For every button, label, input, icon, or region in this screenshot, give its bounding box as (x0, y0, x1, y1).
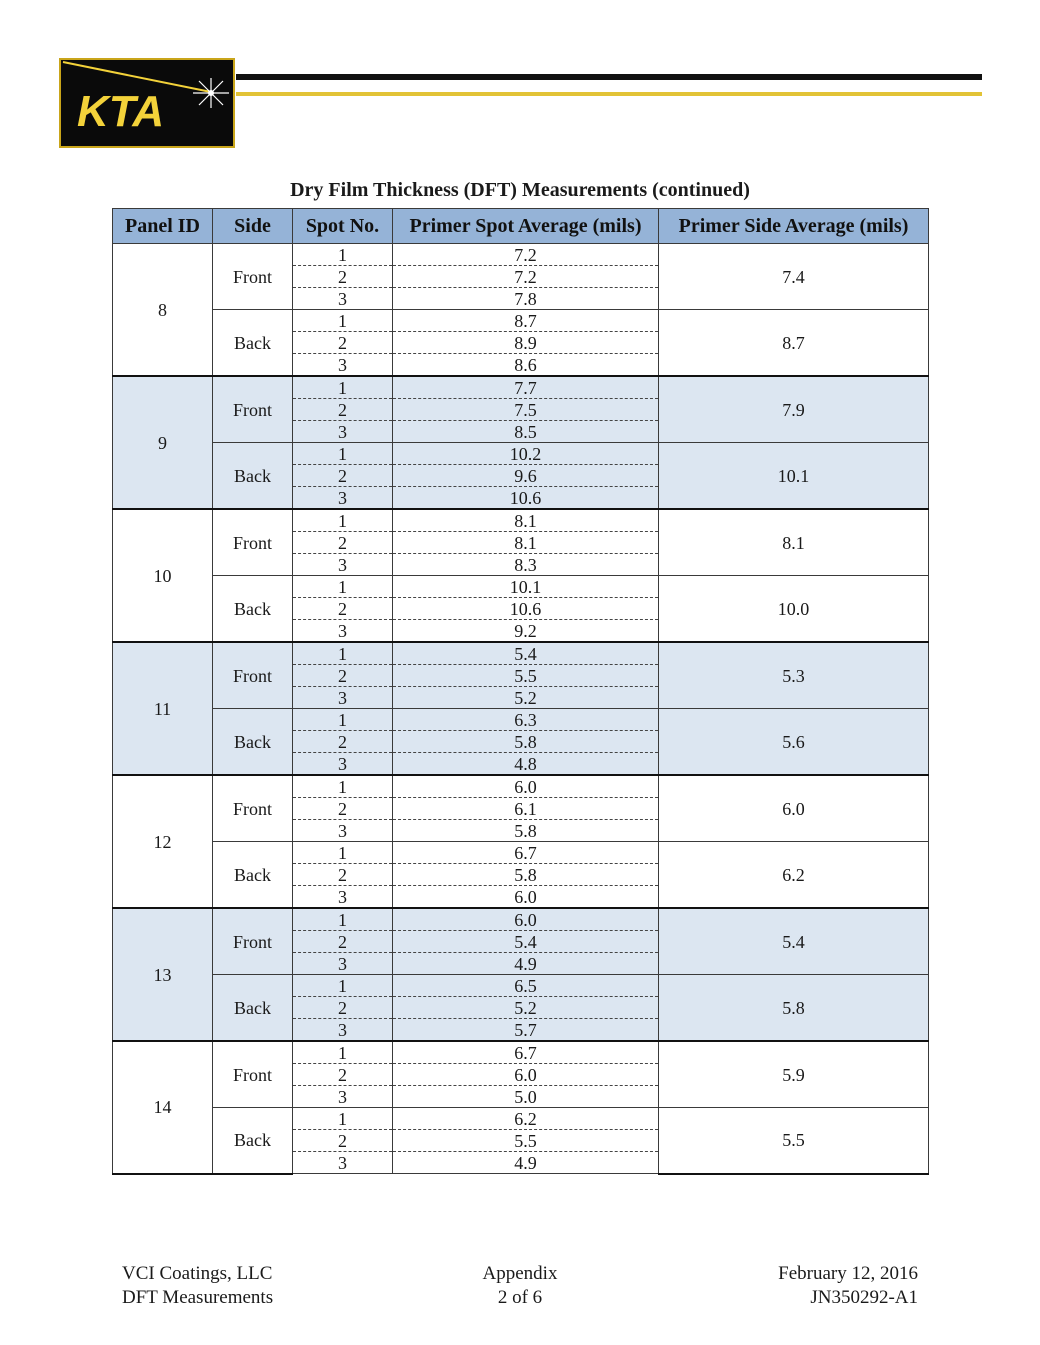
spot-average-cell: 8.9 (393, 332, 659, 354)
panel-id-cell: 9 (113, 376, 213, 509)
side-cell: Front (213, 775, 293, 842)
spot-number-cell: 1 (293, 310, 393, 332)
footer-subject: DFT Measurements (122, 1287, 274, 1308)
spot-number-cell: 2 (293, 465, 393, 487)
side-average-cell: 6.0 (659, 775, 929, 842)
table-row (113, 975, 929, 997)
side-cell: Front (213, 509, 293, 576)
spot-number-cell: 2 (293, 731, 393, 753)
side-cell: Back (213, 842, 293, 909)
spot-average-cell: 5.2 (393, 997, 659, 1019)
spot-average-cell: 6.5 (393, 975, 659, 997)
spot-average-cell: 4.8 (393, 753, 659, 776)
spot-average-cell: 5.7 (393, 1019, 659, 1042)
header-rule-black (236, 74, 982, 80)
table-row (113, 1108, 929, 1130)
spot-average-cell: 5.5 (393, 1130, 659, 1152)
table-row (113, 376, 929, 399)
col-header-spot-no: Spot No. (293, 209, 393, 244)
spot-number-cell: 3 (293, 620, 393, 643)
spot-number-cell: 1 (293, 576, 393, 598)
side-cell: Front (213, 908, 293, 975)
spot-number-cell: 3 (293, 820, 393, 842)
side-cell: Front (213, 642, 293, 709)
spot-number-cell: 3 (293, 354, 393, 377)
spot-average-cell: 5.8 (393, 731, 659, 753)
spot-number-cell: 1 (293, 975, 393, 997)
spot-average-cell: 9.6 (393, 465, 659, 487)
spot-average-cell: 8.1 (393, 509, 659, 532)
spot-number-cell: 3 (293, 1019, 393, 1042)
table-row (113, 775, 929, 798)
side-average-cell: 8.1 (659, 509, 929, 576)
spot-average-cell: 5.4 (393, 642, 659, 665)
table-row (113, 509, 929, 532)
side-cell: Back (213, 443, 293, 510)
spot-number-cell: 3 (293, 1086, 393, 1108)
spot-average-cell: 5.5 (393, 665, 659, 687)
spot-average-cell: 7.8 (393, 288, 659, 310)
table-row (113, 842, 929, 864)
spot-average-cell: 5.8 (393, 820, 659, 842)
panel-id-cell: 13 (113, 908, 213, 1041)
spot-number-cell: 1 (293, 1108, 393, 1130)
side-average-cell: 10.0 (659, 576, 929, 643)
panel-id-cell: 8 (113, 244, 213, 377)
side-cell: Front (213, 244, 293, 310)
spot-number-cell: 2 (293, 864, 393, 886)
spot-average-cell: 5.8 (393, 864, 659, 886)
spot-number-cell: 3 (293, 421, 393, 443)
spot-number-cell: 2 (293, 598, 393, 620)
spot-number-cell: 2 (293, 399, 393, 421)
spot-number-cell: 1 (293, 709, 393, 731)
footer-left (122, 1262, 273, 1310)
spot-average-cell: 9.2 (393, 620, 659, 643)
table-row (113, 642, 929, 665)
table-row (113, 709, 929, 731)
spot-average-cell: 6.0 (393, 1064, 659, 1086)
panel-id-cell: 12 (113, 775, 213, 908)
table-row (113, 244, 929, 266)
side-cell: Front (213, 376, 293, 443)
spot-average-cell: 10.6 (393, 598, 659, 620)
spot-number-cell: 3 (293, 1152, 393, 1174)
spot-number-cell: 2 (293, 1130, 393, 1152)
footer-page-number: 2 of 6 (497, 1287, 543, 1308)
spot-average-cell: 10.6 (393, 487, 659, 510)
footer-date: February 12, 2016 (778, 1263, 918, 1284)
table-row (113, 310, 929, 332)
table-row (113, 443, 929, 465)
side-average-cell: 5.3 (659, 642, 929, 709)
spot-number-cell: 1 (293, 1041, 393, 1064)
logo-wordmark: KTA (77, 87, 165, 136)
panel-id-cell: 14 (113, 1041, 213, 1174)
spot-average-cell: 7.2 (393, 266, 659, 288)
spot-number-cell: 1 (293, 244, 393, 266)
table-body (113, 244, 929, 1174)
side-average-cell: 5.8 (659, 975, 929, 1042)
spot-average-cell: 6.7 (393, 842, 659, 864)
dft-table (112, 208, 929, 1175)
spot-number-cell: 3 (293, 953, 393, 975)
footer-right (778, 1262, 918, 1310)
spot-average-cell: 7.7 (393, 376, 659, 399)
spot-average-cell: 5.2 (393, 687, 659, 709)
spot-average-cell: 8.5 (393, 421, 659, 443)
spot-average-cell: 6.2 (393, 1108, 659, 1130)
spot-number-cell: 3 (293, 487, 393, 510)
spot-number-cell: 3 (293, 288, 393, 310)
spot-average-cell: 10.1 (393, 576, 659, 598)
spot-number-cell: 2 (293, 665, 393, 687)
spot-average-cell: 7.5 (393, 399, 659, 421)
spot-number-cell: 3 (293, 687, 393, 709)
spot-average-cell: 5.0 (393, 1086, 659, 1108)
side-average-cell: 5.6 (659, 709, 929, 776)
spot-average-cell: 7.2 (393, 244, 659, 266)
footer-company: VCI Coatings, LLC (122, 1263, 273, 1284)
side-average-cell: 5.9 (659, 1041, 929, 1108)
spot-number-cell: 3 (293, 554, 393, 576)
side-cell: Back (213, 576, 293, 643)
side-cell: Back (213, 709, 293, 776)
spot-number-cell: 1 (293, 376, 393, 399)
page-title: Dry Film Thickness (DFT) Measurements (continued) (290, 179, 750, 201)
spot-number-cell: 1 (293, 908, 393, 931)
side-average-cell: 5.5 (659, 1108, 929, 1174)
side-cell: Back (213, 1108, 293, 1174)
footer-section: Appendix (482, 1263, 558, 1284)
spot-average-cell: 6.3 (393, 709, 659, 731)
side-cell: Back (213, 975, 293, 1042)
spot-number-cell: 1 (293, 509, 393, 532)
spot-number-cell: 2 (293, 332, 393, 354)
side-cell: Front (213, 1041, 293, 1108)
side-average-cell: 7.9 (659, 376, 929, 443)
spot-average-cell: 8.1 (393, 532, 659, 554)
spot-average-cell: 6.7 (393, 1041, 659, 1064)
spot-average-cell: 8.7 (393, 310, 659, 332)
spot-average-cell: 4.9 (393, 1152, 659, 1174)
side-average-cell: 5.4 (659, 908, 929, 975)
side-average-cell: 8.7 (659, 310, 929, 377)
side-cell: Back (213, 310, 293, 377)
spot-number-cell: 2 (293, 931, 393, 953)
col-header-panel-id: Panel ID (113, 209, 213, 244)
spot-number-cell: 1 (293, 842, 393, 864)
col-header-side: Side (213, 209, 293, 244)
spot-number-cell: 3 (293, 886, 393, 909)
kta-logo (59, 58, 235, 148)
header-rule-gold (236, 92, 982, 96)
spot-number-cell: 2 (293, 532, 393, 554)
spot-number-cell: 2 (293, 997, 393, 1019)
table-row (113, 576, 929, 598)
spot-number-cell: 2 (293, 1064, 393, 1086)
spot-average-cell: 8.6 (393, 354, 659, 377)
spot-average-cell: 8.3 (393, 554, 659, 576)
panel-id-cell: 10 (113, 509, 213, 642)
spot-number-cell: 1 (293, 775, 393, 798)
spot-number-cell: 2 (293, 266, 393, 288)
spot-number-cell: 1 (293, 642, 393, 665)
side-average-cell: 10.1 (659, 443, 929, 510)
col-header-spot-average: Primer Spot Average (mils) (393, 209, 659, 244)
spot-average-cell: 6.0 (393, 775, 659, 798)
footer-center (420, 1262, 620, 1310)
spot-average-cell: 5.4 (393, 931, 659, 953)
spot-number-cell: 2 (293, 798, 393, 820)
side-average-cell: 7.4 (659, 244, 929, 310)
spot-average-cell: 6.0 (393, 908, 659, 931)
col-header-side-average: Primer Side Average (mils) (659, 209, 929, 244)
table-header-row (113, 209, 929, 244)
table-row (113, 1041, 929, 1064)
spot-average-cell: 10.2 (393, 443, 659, 465)
table-row (113, 908, 929, 931)
side-average-cell: 6.2 (659, 842, 929, 909)
spot-average-cell: 6.0 (393, 886, 659, 909)
spot-average-cell: 6.1 (393, 798, 659, 820)
footer-job-number: JN350292-A1 (810, 1287, 918, 1308)
spot-number-cell: 3 (293, 753, 393, 776)
panel-id-cell: 11 (113, 642, 213, 775)
spot-number-cell: 1 (293, 443, 393, 465)
spot-average-cell: 4.9 (393, 953, 659, 975)
